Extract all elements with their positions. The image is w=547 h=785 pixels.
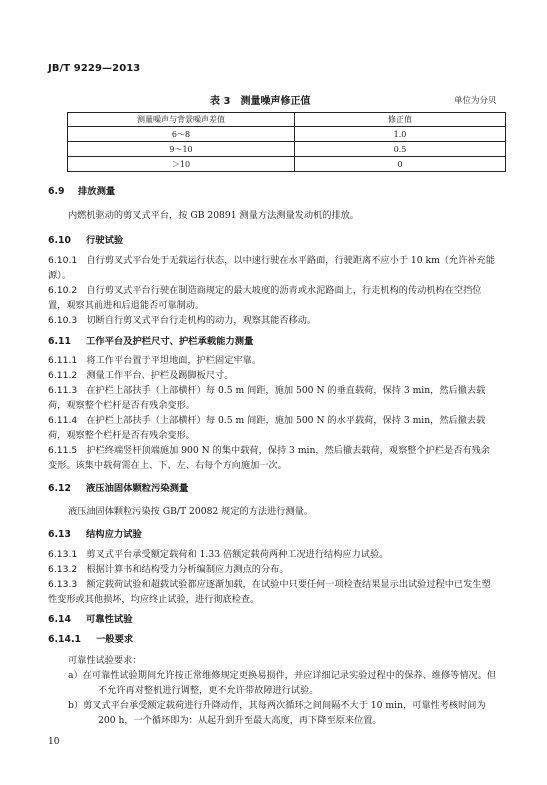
section-6-10: [48, 233, 498, 328]
page-number: 10: [48, 737, 60, 747]
section-heading: [48, 233, 498, 248]
paragraph: 可靠性试验要求：: [68, 655, 142, 666]
clause-number: 6.11.4: [48, 415, 78, 426]
section-heading: [48, 481, 498, 496]
table-cell: 6～8: [68, 127, 295, 142]
clause-text: 在护栏上部扶手（上部横杆）每 0.5 m 间距，施加 500 N 的垂直载荷，保持 3 min，然后撤去载荷，观察整个栏杆是否有残余变形。: [48, 385, 486, 411]
clause: [48, 383, 498, 413]
table-cell: ＞10: [68, 157, 295, 172]
clause-text: 测量工作平台、护栏及踢脚板尺寸。: [86, 370, 234, 381]
clause-number: 6.13.3: [48, 579, 78, 590]
clause: [48, 413, 498, 443]
clause-number: 6.13.2: [48, 564, 78, 575]
clause: [48, 443, 498, 473]
section-number: 6.9: [48, 186, 65, 197]
section-title: 行驶试验: [86, 235, 124, 246]
clause-number: 6.11.3: [48, 385, 78, 396]
clause: [48, 577, 498, 607]
clause-text: 自行剪叉式平台处于无载运行状态，以中速行驶在水平路面，行驶距离不应小于 10 km（允许补充能源）。: [48, 255, 495, 281]
list-item-body: [68, 668, 498, 698]
list-text: 剪叉式平台承受额定载荷进行升降动作，其每两次循环之间间隔不大于 10 min，可靠性考核时间为 200 h，一个循环即为：从起升到升至最大高度，再下降至原来位置。: [83, 700, 486, 726]
column-header-difference: 测量噪声与背景噪声差值: [68, 113, 295, 127]
section-number: 6.12: [48, 483, 71, 494]
table-cell: 0: [295, 157, 506, 172]
clause-number: 6.13.1: [48, 549, 78, 560]
section-6-11: [48, 334, 498, 473]
clause-text: 将工作平台置于平坦地面，护栏固定牢靠。: [86, 355, 261, 366]
section-6-9: [48, 184, 498, 223]
list-marker: a）: [68, 670, 83, 681]
list-text: 在可靠性试验期间允许按正常维修规定更换易损件，并应详细记录实验过程中的保养、维修等情况。但不允许再对整机进行调整，更不允许带故障进行试验。: [82, 670, 497, 696]
clause-text: 护栏终端竖杆顶端施加 900 N 的集中载荷，保持 3 min，然后撤去载荷，观察整个护栏是否有残余变形。该集中载荷需在上、下、左、右每个方向施加一次。: [48, 445, 490, 471]
clause: [48, 547, 498, 562]
clause: [48, 562, 498, 577]
paragraph: 内燃机驱动的剪叉式平台，按 GB 20891 测量方法测量发动机的排放。: [68, 210, 359, 221]
clause: [48, 253, 498, 283]
section-number: 6.10: [48, 235, 71, 246]
noise-correction-table: [67, 112, 506, 172]
list-item: [48, 698, 498, 728]
section-number: 6.14: [48, 614, 71, 625]
clause-text: 根据计算书和结构受力分析编制应力测点的分布。: [86, 564, 289, 575]
section-number: 6.11: [48, 336, 71, 347]
list-item-body: [68, 698, 498, 728]
clause-number: 6.10.1: [48, 255, 78, 266]
subsection-number: 6.14.1: [48, 634, 81, 645]
table-row: [68, 142, 506, 157]
section-6-13: [48, 527, 498, 607]
section-heading: [48, 334, 498, 349]
clause-number: 6.10.2: [48, 285, 78, 296]
subsection-heading: [48, 632, 498, 647]
section-title: 工作平台及护栏尺寸、护栏承载能力测量: [86, 336, 254, 347]
clause-number: 6.10.3: [48, 315, 78, 326]
clause-text: 额定载荷试验和超载试验都应逐渐加载，在试验中只要任何一项检查结果显示出试验过程中已发生塑性变形或其他损坏，均应终止试验，进行彻底检查。: [48, 579, 491, 605]
column-header-correction: 修正值: [295, 113, 506, 127]
list-marker: b）: [68, 700, 84, 711]
section-6-14: [48, 612, 498, 728]
clause-text: 切断自行剪叉式平台行走机构的动力，观察其能否移动。: [86, 315, 317, 326]
table-unit: 单位为分贝: [454, 96, 497, 106]
table-cell: 0.5: [295, 142, 506, 157]
section-6-12: [48, 481, 498, 519]
table-row: [68, 127, 506, 142]
section-title: 液压油固体颗粒污染测量: [86, 483, 189, 494]
table-header-row: [68, 113, 506, 127]
clause-number: 6.11.5: [48, 445, 78, 456]
clause-text: 剪叉式平台承受额定载荷和 1.33 倍额定载荷两种工况进行结构应力试验。: [86, 549, 389, 560]
clause-number: 6.11.2: [48, 370, 78, 381]
section-heading: [48, 612, 498, 627]
section-title: 结构应力试验: [86, 529, 142, 540]
table-row: [68, 157, 506, 172]
list-item: [48, 668, 498, 698]
clause: [48, 353, 498, 368]
clause: [48, 368, 498, 383]
section-title: 排放测量: [78, 186, 116, 197]
clause: [48, 313, 498, 328]
clause-number: 6.11.1: [48, 355, 78, 366]
section-heading: [48, 527, 498, 542]
table-caption: 表 3 测量噪声修正值: [210, 96, 311, 107]
clause-text: 在护栏上部扶手（上部横杆）每 0.5 m 间距，施加 500 N 的水平载荷，保持 3 min，然后撤去载荷，观察整个栏杆是否有残余变形。: [48, 415, 486, 441]
section-heading: [48, 184, 498, 199]
subsection-title: 一般要求: [96, 634, 134, 645]
clause: [48, 283, 498, 313]
section-number: 6.13: [48, 529, 71, 540]
table-cell: 1.0: [295, 127, 506, 142]
standard-code: JB/T 9229—2013: [48, 63, 141, 74]
paragraph: 液压油固体颗粒污染按 GB/T 20082 规定的方法进行测量。: [68, 506, 314, 517]
clause-text: 自行剪叉式平台行驶在制造商规定的最大坡度的沥青或水泥路面上，行走机构的传动机构在空挡位置，观察其前进和后退能否可靠制动。: [48, 285, 482, 311]
table-cell: 9～10: [68, 142, 295, 157]
section-title: 可靠性试验: [86, 614, 133, 625]
